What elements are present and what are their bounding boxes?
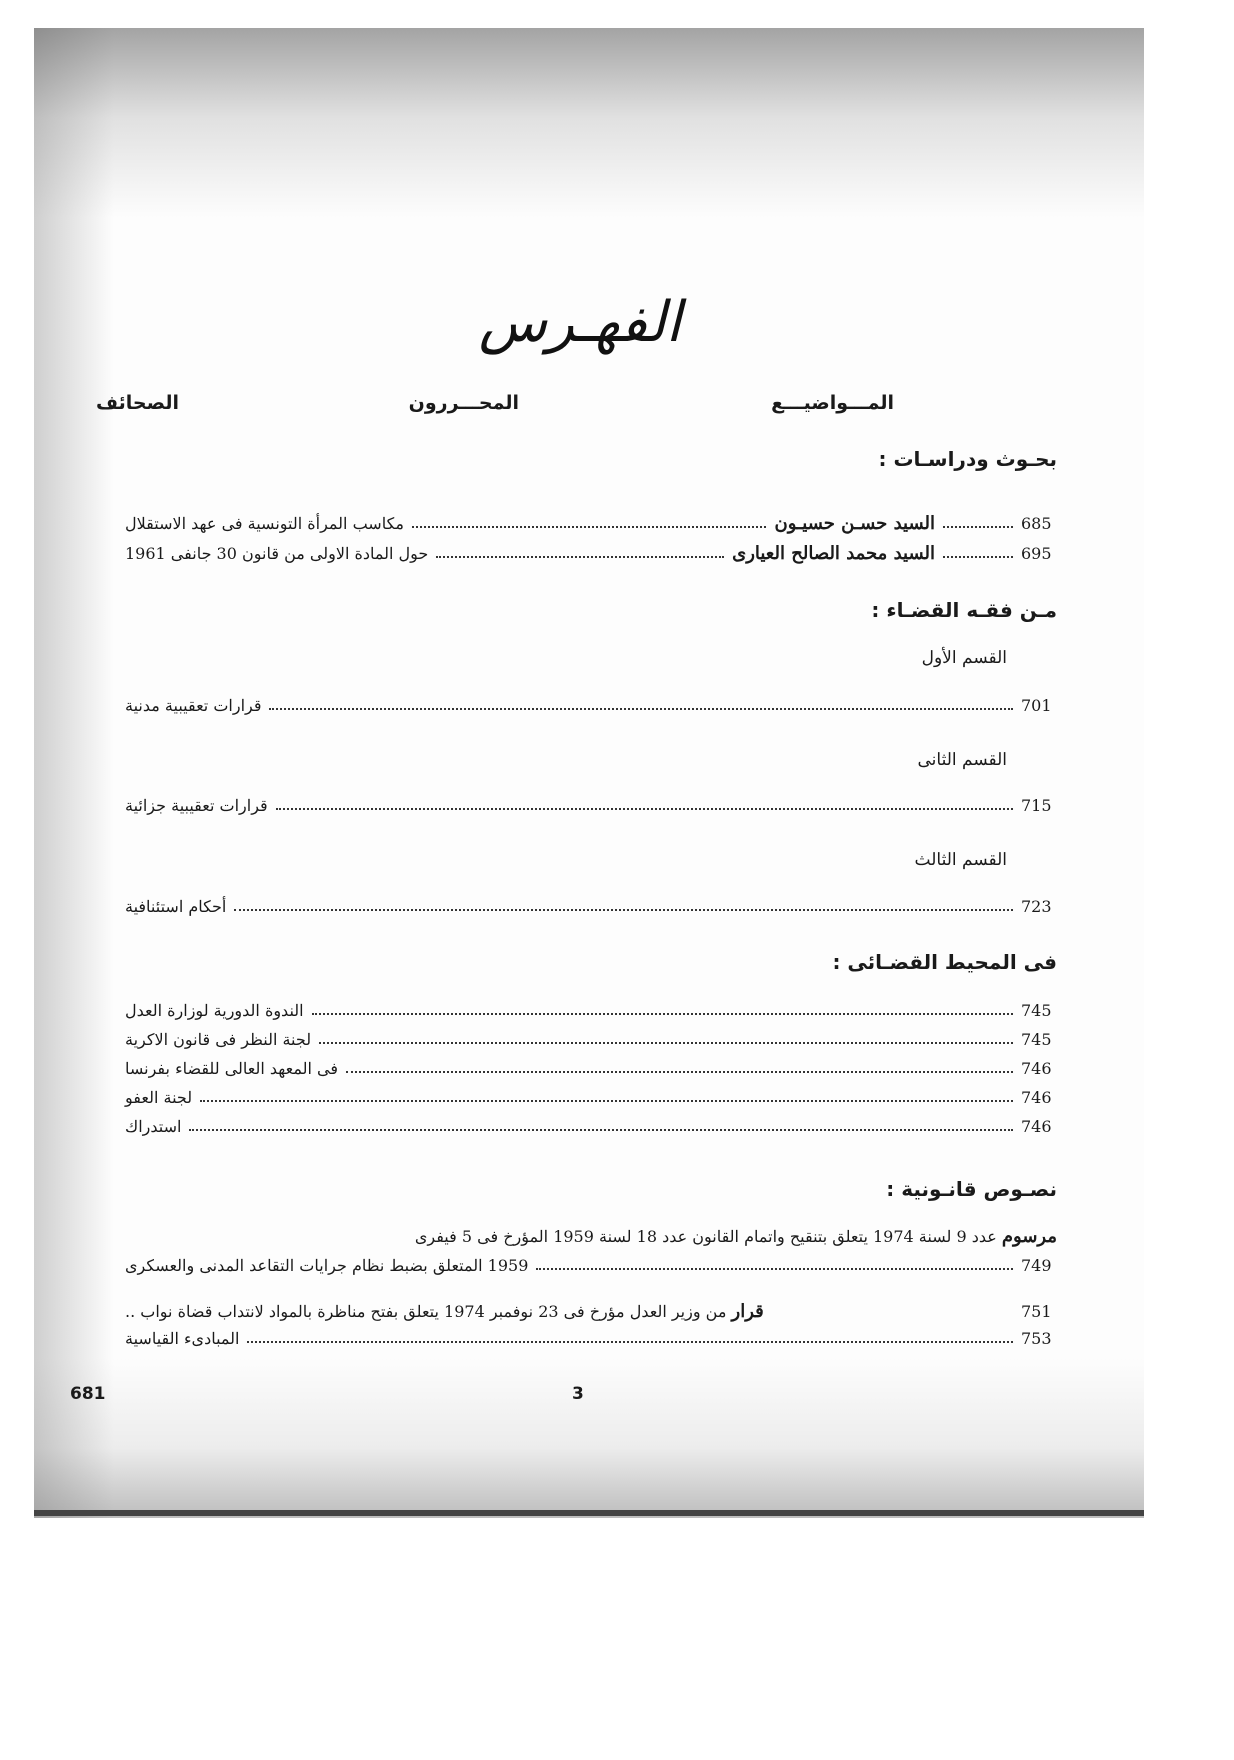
entry-page: 746	[1021, 1087, 1052, 1107]
order-lead: قرار	[731, 1300, 764, 1322]
scanned-page	[34, 28, 1144, 1518]
part-label: القسم الأول	[921, 648, 1007, 668]
column-header-pages: الصحائف	[96, 392, 179, 414]
section-heading-judicial-environment: فى المحيط القضـائى :	[832, 950, 1057, 974]
dot-leader	[189, 1129, 1013, 1131]
part-label: القسم الثالث	[914, 850, 1007, 870]
section-heading-legal-texts: نصـوص قانـونية :	[886, 1177, 1057, 1201]
dot-leader	[234, 909, 1013, 911]
entry-page: 749	[1021, 1255, 1052, 1275]
dot-leader	[247, 1341, 1013, 1343]
section-heading-jurisprudence: مـن فقـه القضـاء :	[871, 598, 1057, 622]
entry-page: 701	[1021, 695, 1052, 715]
entry-topic: قرارات تعقيبية جزائية	[125, 795, 268, 815]
toc-entry	[125, 1252, 1057, 1278]
toc-entry	[125, 792, 1057, 818]
toc-entry	[125, 692, 1057, 718]
entry-page: 745	[1021, 1000, 1052, 1020]
dot-leader	[269, 708, 1013, 710]
entry-topic: لجنة النظر فى قانون الاكرية	[125, 1029, 312, 1049]
column-header-editors: المحـــررون	[408, 392, 519, 414]
entry-page: 695	[1021, 543, 1052, 563]
toc-entry	[125, 540, 1057, 566]
entry-topic: حول المادة الاولى من قانون 30 جانفى 1961	[125, 543, 429, 563]
entry-topic: استدراك	[125, 1116, 182, 1136]
order-text: من وزير العدل مؤرخ فى 23 نوفمبر 1974 يتعلق بفتح مناظرة بالمواد لانتداب قضاة نواب ..	[125, 1301, 727, 1321]
entry-topic: 1959 المتعلق بضبط نظام جرايات التقاعد المدنى والعسكرى	[125, 1255, 529, 1275]
toc-entry	[125, 1026, 1057, 1052]
toc-entry	[125, 893, 1057, 919]
dot-leader	[319, 1042, 1013, 1044]
entry-page: 745	[1021, 1029, 1052, 1049]
dot-leader	[346, 1071, 1013, 1073]
entry-page: 746	[1021, 1058, 1052, 1078]
toc-entry	[125, 1113, 1057, 1139]
entry-page: 746	[1021, 1116, 1052, 1136]
dot-leader	[276, 808, 1013, 810]
part-label: القسم الثانى	[917, 750, 1007, 770]
toc-entry	[125, 997, 1057, 1023]
entry-page: 723	[1021, 896, 1052, 916]
order-line-1	[125, 1301, 764, 1322]
entry-page: 685	[1021, 513, 1052, 533]
section-heading-research: بحـوث ودراسـات :	[878, 447, 1057, 471]
entry-topic: قرارات تعقيبية مدنية	[125, 695, 262, 715]
page-title: الفهـرس	[478, 290, 682, 355]
entry-topic: فى المعهد العالى للقضاء بفرنسا	[125, 1058, 339, 1078]
column-header-topics: المـــواضيـــع	[771, 392, 894, 414]
dot-leader	[536, 1268, 1013, 1270]
entry-author: السيد حسـن حسيـون	[774, 512, 935, 534]
toc-entry	[125, 1325, 1057, 1351]
entry-page: 751	[1021, 1301, 1052, 1321]
entry-topic: لجنة العفو	[125, 1087, 193, 1107]
entry-topic: الندوة الدورية لوزارة العدل	[125, 1000, 304, 1020]
decree-text: عدد 9 لسنة 1974 يتعلق بتنقيح واتمام القانون عدد 18 لسنة 1959 المؤرخ فى 5 فيفرى	[414, 1227, 997, 1246]
decree-line-1	[415, 1226, 1057, 1247]
dot-leader	[200, 1100, 1013, 1102]
entry-topic: المبادىء القياسية	[125, 1328, 240, 1348]
decree-lead: مرسوم	[1001, 1226, 1057, 1247]
toc-entry	[125, 510, 1057, 536]
dot-leader	[436, 556, 724, 558]
page-number-center: 3	[572, 1384, 584, 1404]
entry-page: 715	[1021, 795, 1052, 815]
dot-leader	[412, 526, 766, 528]
dot-leader	[943, 556, 1013, 558]
toc-entry	[125, 1055, 1057, 1081]
entry-topic: مكاسب المرأة التونسية فى عهد الاستقلال	[125, 513, 404, 533]
dot-leader	[943, 526, 1013, 528]
entry-author: السيد محمد الصالح العيارى	[732, 542, 935, 564]
entry-page: 753	[1021, 1328, 1052, 1348]
page-number-left: 681	[70, 1384, 106, 1404]
toc-entry	[125, 1084, 1057, 1110]
dot-leader	[312, 1013, 1013, 1015]
page-edge-shadow	[34, 1510, 1144, 1516]
entry-topic: أحكام استئنافية	[125, 896, 227, 916]
toc-entry	[125, 1298, 1057, 1324]
